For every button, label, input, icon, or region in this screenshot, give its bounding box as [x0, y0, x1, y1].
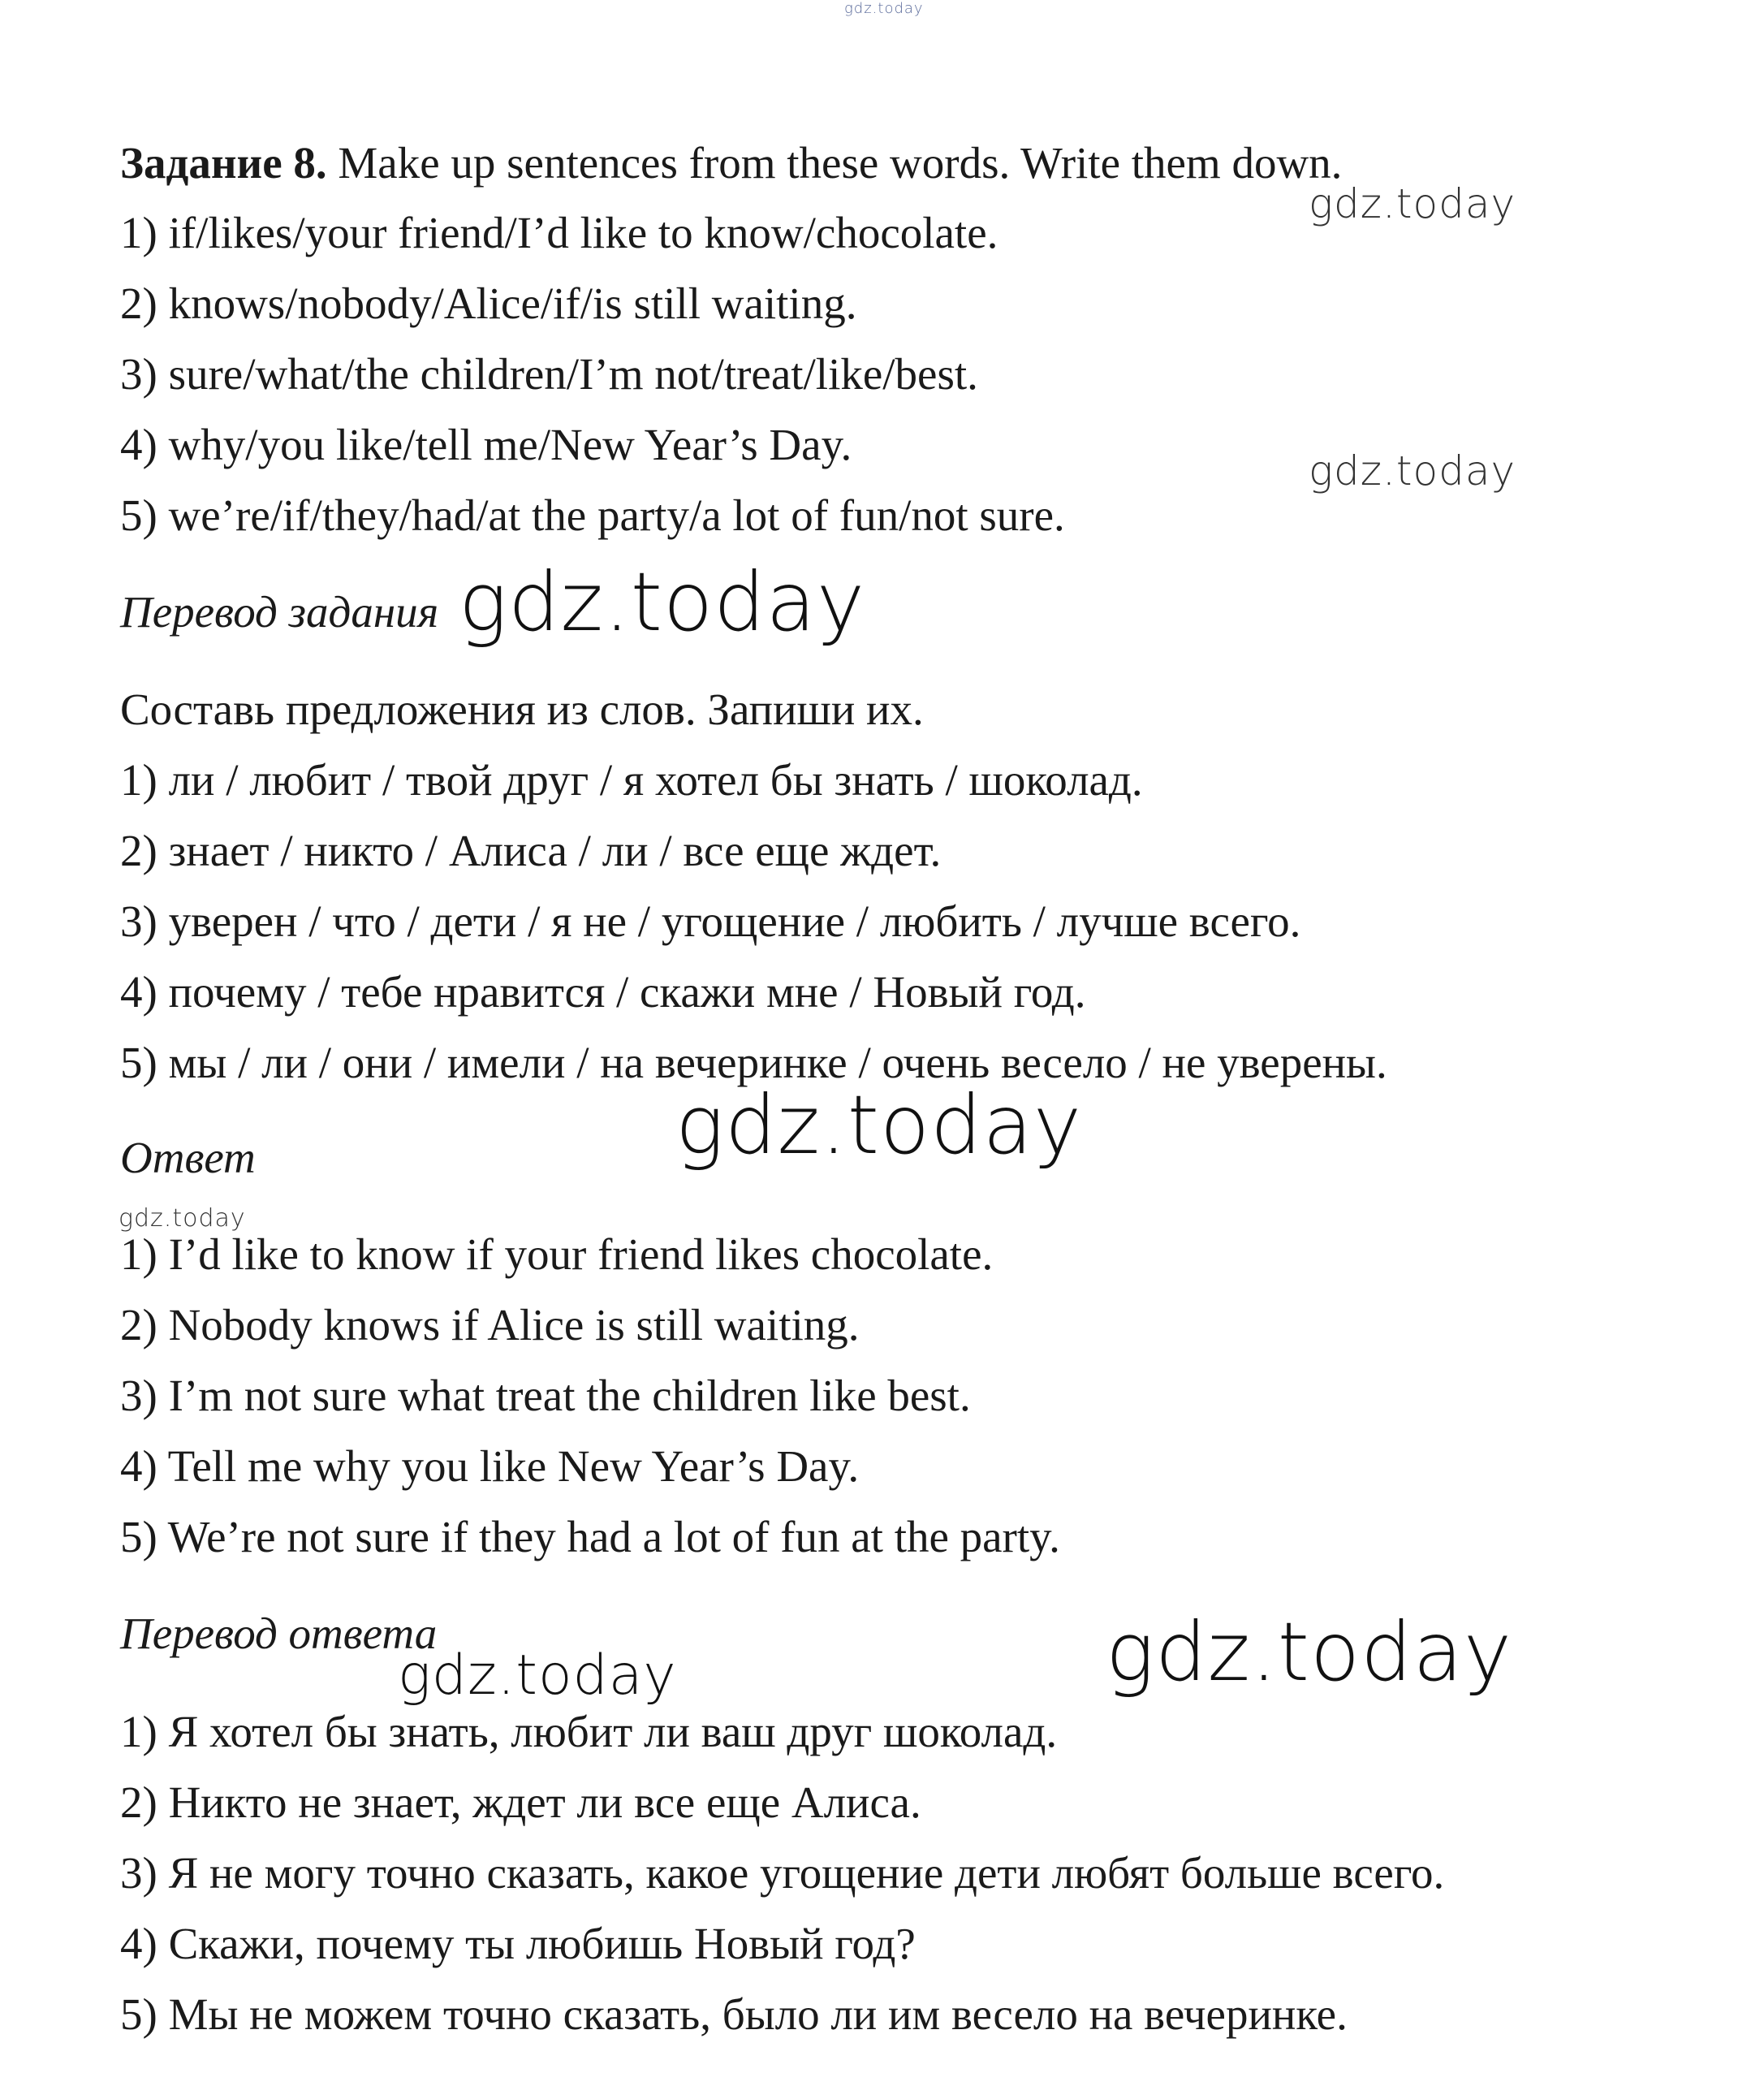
task-translation-heading: Перевод задания	[120, 587, 439, 637]
task-translation-instruction: Составь предложения из слов. Запиши их.	[120, 685, 924, 734]
answer-item: 4) Tell me why you like New Year’s Day.	[120, 1441, 860, 1491]
watermark-right-1: gdz.today	[1309, 180, 1516, 227]
answer-item: 2) Nobody knows if Alice is still waiting.	[120, 1300, 860, 1350]
answer-heading: Ответ	[120, 1133, 256, 1182]
answer-translation-item: 4) Скажи, почему ты любишь Новый год?	[120, 1919, 916, 1968]
watermark-medium: gdz.today	[398, 1643, 677, 1708]
answer-translation-item: 1) Я хотел бы знать, любит ли ваш друг шоколад.	[120, 1707, 1058, 1756]
task-heading-text: Make up sentences from these words. Write them down.	[326, 138, 1343, 188]
task-item: 1) if/likes/your friend/I’d like to know/chocolate.	[120, 208, 998, 257]
task-translation-item: 3) уверен / что / дети / я не / угощение / любить / лучше всего.	[120, 896, 1301, 946]
answer-item: 1) I’d like to know if your friend likes chocolate.	[120, 1229, 994, 1279]
watermark-large-2: gdz.today	[675, 1078, 1083, 1173]
task-item: 5) we’re/if/they/had/at the party/a lot of fun/not sure.	[120, 490, 1065, 540]
watermark-large-1: gdz.today	[459, 555, 866, 650]
task-item: 2) knows/nobody/Alice/if/is still waiting.	[120, 279, 857, 328]
answer-item: 5) We’re not sure if they had a lot of fun at the party.	[120, 1512, 1060, 1561]
watermark-small: gdz.today	[119, 1204, 246, 1233]
task-translation-item: 2) знает / никто / Алиса / ли / все еще ждет.	[120, 826, 942, 875]
answer-translation-item: 2) Никто не знает, ждет ли все еще Алиса.	[120, 1777, 921, 1827]
task-heading	[120, 136, 1342, 190]
answer-translation-item: 3) Я не могу точно сказать, какое угощение дети любят больше всего.	[120, 1848, 1445, 1898]
task-heading-label: Задание 8.	[120, 138, 327, 188]
task-translation-item: 5) мы / ли / они / имели / на вечеринке / очень весело / не уверены.	[120, 1038, 1387, 1087]
task-item: 4) why/you like/tell me/New Year’s Day.	[120, 420, 852, 469]
answer-translation-heading: Перевод ответа	[120, 1609, 438, 1658]
task-translation-item: 4) почему / тебе нравится / скажи мне / Новый год.	[120, 967, 1086, 1017]
answer-item: 3) I’m not sure what treat the children like best.	[120, 1371, 971, 1420]
task-translation-item: 1) ли / любит / твой друг / я хотел бы знать / шоколад.	[120, 755, 1143, 805]
watermark-top: gdz.today	[844, 0, 924, 17]
answer-translation-item: 5) Мы не можем точно сказать, было ли им весело на вечеринке.	[120, 1989, 1348, 2039]
task-item: 3) sure/what/the children/I’m not/treat/like/best.	[120, 349, 978, 399]
watermark-right-2: gdz.today	[1309, 447, 1516, 495]
watermark-large-3: gdz.today	[1106, 1604, 1513, 1699]
